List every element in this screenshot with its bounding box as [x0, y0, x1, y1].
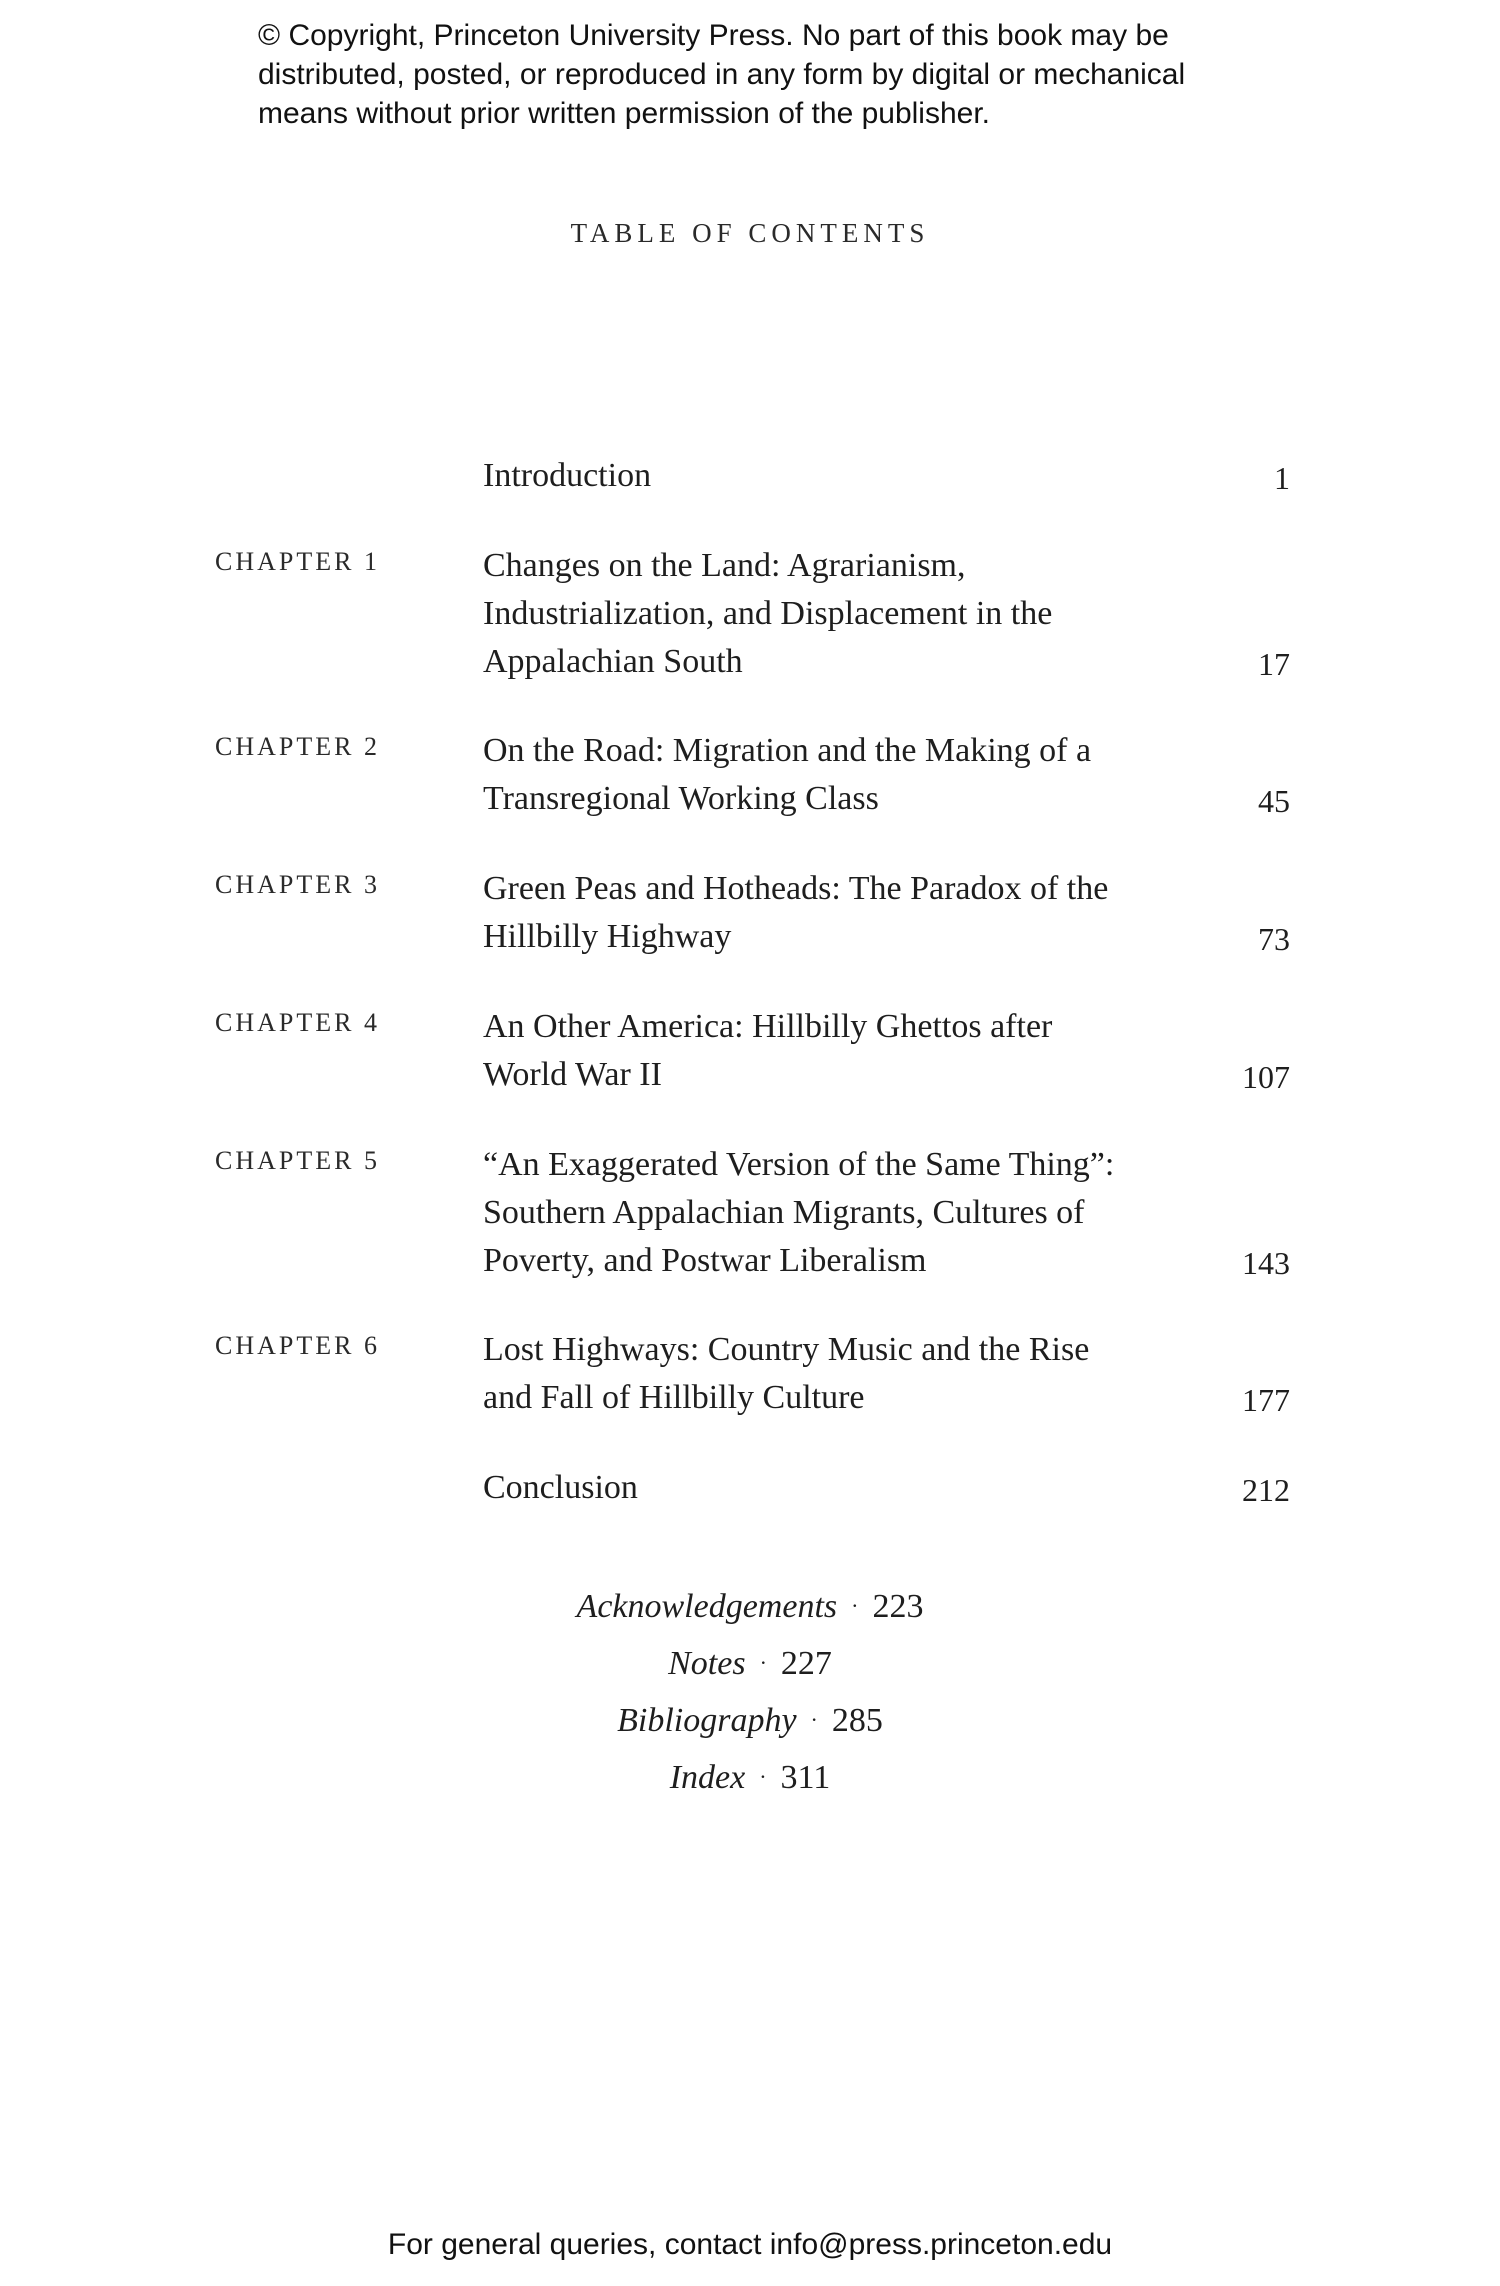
back-matter-bibliography[interactable] — [0, 1692, 1500, 1749]
entry-page-number: 212 — [1242, 1472, 1290, 1508]
back-matter-page: 227 — [780, 1645, 832, 1682]
entry-title-line: “An Exaggerated Version of the Same Thing”: — [483, 1146, 1115, 1183]
entry-page-number: 45 — [1258, 783, 1290, 819]
chapter-label: CHAPTER 5 — [215, 1146, 380, 1175]
separator-dot: · — [851, 1593, 859, 1618]
back-matter-name: Notes — [668, 1645, 746, 1682]
chapter-label: CHAPTER 2 — [215, 732, 380, 761]
back-matter-index[interactable] — [0, 1749, 1500, 1806]
copyright-line: means without prior written permission of the publisher. — [258, 97, 991, 130]
entry-title-line: Hillbilly Highway — [483, 918, 732, 955]
back-matter-acknowledgements[interactable] — [0, 1578, 1500, 1635]
entry-page-number: 177 — [1242, 1382, 1290, 1418]
toc-heading: TABLE OF CONTENTS — [570, 218, 930, 248]
copyright-line: © Copyright, Princeton University Press. No part of this book may be — [258, 19, 1169, 52]
entry-title — [483, 1326, 1203, 1422]
entry-title-line: Lost Highways: Country Music and the Rise — [483, 1331, 1090, 1368]
chapter-label: CHAPTER 3 — [215, 870, 380, 899]
entry-title-line: Introduction — [483, 457, 652, 494]
back-matter-page: 285 — [831, 1702, 883, 1739]
entry-title-line: World War II — [483, 1056, 662, 1093]
back-matter-list — [0, 1578, 1500, 1806]
chapter-label: CHAPTER 4 — [215, 1008, 380, 1037]
entry-title-line: Southern Appalachian Migrants, Cultures of — [483, 1194, 1085, 1231]
entry-page-number: 73 — [1258, 921, 1290, 957]
copyright-line: distributed, posted, or reproduced in any form by digital or mechanical — [258, 58, 1186, 91]
entry-page-number: 1 — [1274, 460, 1290, 496]
chapter-label: CHAPTER 1 — [215, 547, 380, 576]
entry-title-line: and Fall of Hillbilly Culture — [483, 1379, 865, 1416]
entry-title-line: On the Road: Migration and the Making of a — [483, 732, 1092, 769]
footer-contact: For general queries, contact info@press.princeton.edu — [387, 2228, 1113, 2261]
separator-dot: · — [759, 1764, 767, 1789]
entry-title-line: An Other America: Hillbilly Ghettos after — [483, 1008, 1053, 1045]
separator-dot: · — [810, 1707, 818, 1732]
copyright-notice — [258, 16, 1278, 133]
entry-title — [483, 1464, 1203, 1512]
chapter-label: CHAPTER 6 — [215, 1331, 380, 1360]
back-matter-page: 223 — [872, 1588, 924, 1625]
entry-title-line: Changes on the Land: Agrarianism, — [483, 547, 966, 584]
entry-title-line: Poverty, and Postwar Liberalism — [483, 1242, 927, 1279]
entry-title-line: Appalachian South — [483, 643, 743, 680]
entry-title-line: Industrialization, and Displacement in the — [483, 595, 1053, 632]
entry-title — [483, 452, 1203, 500]
entry-title — [483, 727, 1203, 823]
entry-title-line: Green Peas and Hotheads: The Paradox of the — [483, 870, 1109, 907]
back-matter-page: 311 — [780, 1759, 831, 1796]
entry-title — [483, 1003, 1203, 1099]
entry-title — [483, 542, 1203, 686]
back-matter-name: Index — [669, 1759, 746, 1796]
back-matter-name: Acknowledgements — [576, 1588, 838, 1625]
separator-dot: · — [759, 1650, 767, 1675]
entry-page-number: 17 — [1258, 646, 1290, 682]
back-matter-name: Bibliography — [617, 1702, 797, 1739]
entry-page-number: 107 — [1242, 1059, 1290, 1095]
entry-title — [483, 1141, 1203, 1285]
entry-title-line: Conclusion — [483, 1469, 638, 1506]
entry-title — [483, 865, 1203, 961]
entry-title-line: Transregional Working Class — [483, 780, 879, 817]
back-matter-notes[interactable] — [0, 1635, 1500, 1692]
entry-page-number: 143 — [1242, 1245, 1290, 1281]
